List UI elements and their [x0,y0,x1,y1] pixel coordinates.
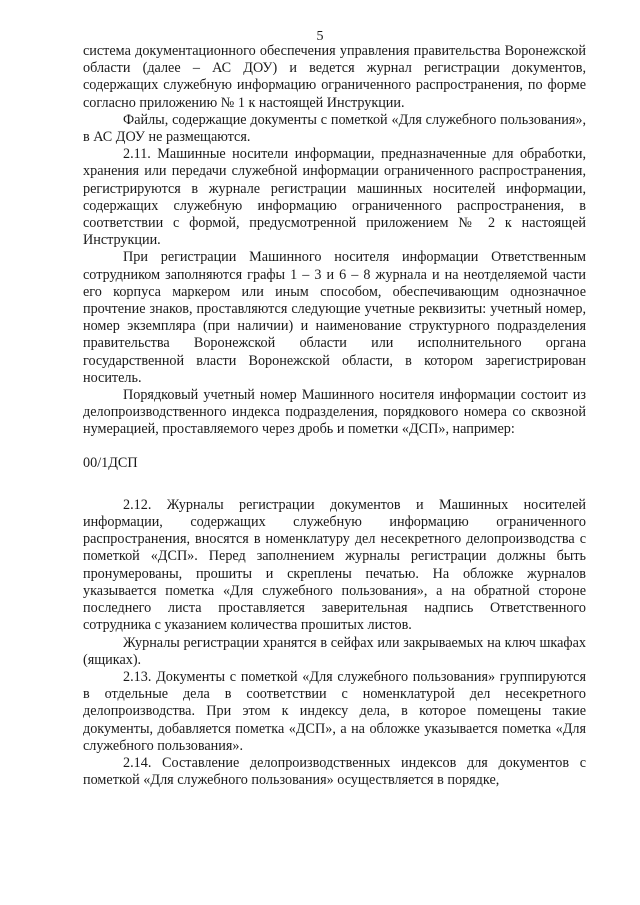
paragraph-2-13: 2.13. Документы с пометкой «Для служебного пользования» группируются в отдельные дела в соответствии с номенклатурой дел несекретного делопроизводства. При этом к индексу дела, в которое помещены такие документы, добавляется пометка «ДСП», а на обложке указывается пометка «Для служебного пользования». [83,668,586,754]
paragraph-2-14: 2.14. Составление делопроизводственных индексов для документов с пометкой «Для служебного пользования» осуществляется в порядке, [83,754,586,789]
page-number: 5 [316,29,324,44]
paragraph-journal-storage: Журналы регистрации хранятся в сейфах или закрываемых на ключ шкафах (ящиках). [83,634,586,668]
paragraph-registration-details: При регистрации Машинного носителя информации Ответственным сотрудником заполняются графы 1 – 3 и 6 – 8 журнала и на неотделяемой части его корпуса маркером или иным способом, обеспечивающим однозначное прочтение знаков, проставляются следующие учетные реквизиты: учетный номер, номер экземпляра (при наличии) и наименование структурного подразделения правительства Воронежской области или исполнительного органа государственной власти Воронежской области, в котором зарегистрирован носитель. [83,249,586,386]
document-body [83,43,586,789]
example-number: 00/1ДСП [83,454,138,471]
paragraph-as-dou-journal: система документационного обеспечения управления правительства Воронежской области (далее – АС ДОУ) и ведется журнал регистрации документов, содержащих служебную информацию ограниченного распространения, по форме согласно приложению № 1 к настоящей Инструкции. [83,43,586,111]
paragraph-2-12: 2.12. Журналы регистрации документов и Машинных носителей информации, содержащих служебную информацию ограниченного распространения, вносятся в номенклатуру дел несекретного делопроизводства с пометкой «ДСП». Перед заполнением журналы регистрации должны быть пронумерованы, прошиты и скреплены печатью. На обложке журналов указывается пометка «Для служебного пользования», а на обратной стороне последнего листа проставляется заверительная надпись Ответственного сотрудника с указанием количества прошитых листов. [83,496,586,634]
paragraph-files-not-placed: Файлы, содержащие документы с пометкой «Для служебного пользования», в АС ДОУ не размещаются. [83,111,586,146]
paragraph-serial-number: Порядковый учетный номер Машинного носителя информации состоит из делопроизводственного индекса подразделения, порядкового номера со сквозной нумерацией, проставляемого через дробь и пометки «ДСП», например: [83,387,586,438]
paragraph-2-11: 2.11. Машинные носители информации, предназначенные для обработки, хранения или передачи служебной информации ограниченного распространения, регистрируются в журнале регистрации машинных носителей информации, содержащих служебную информацию ограниченного распространения, в соответствии с формой, предусмотренной приложением № 2 к настоящей Инструкции. [83,146,586,249]
